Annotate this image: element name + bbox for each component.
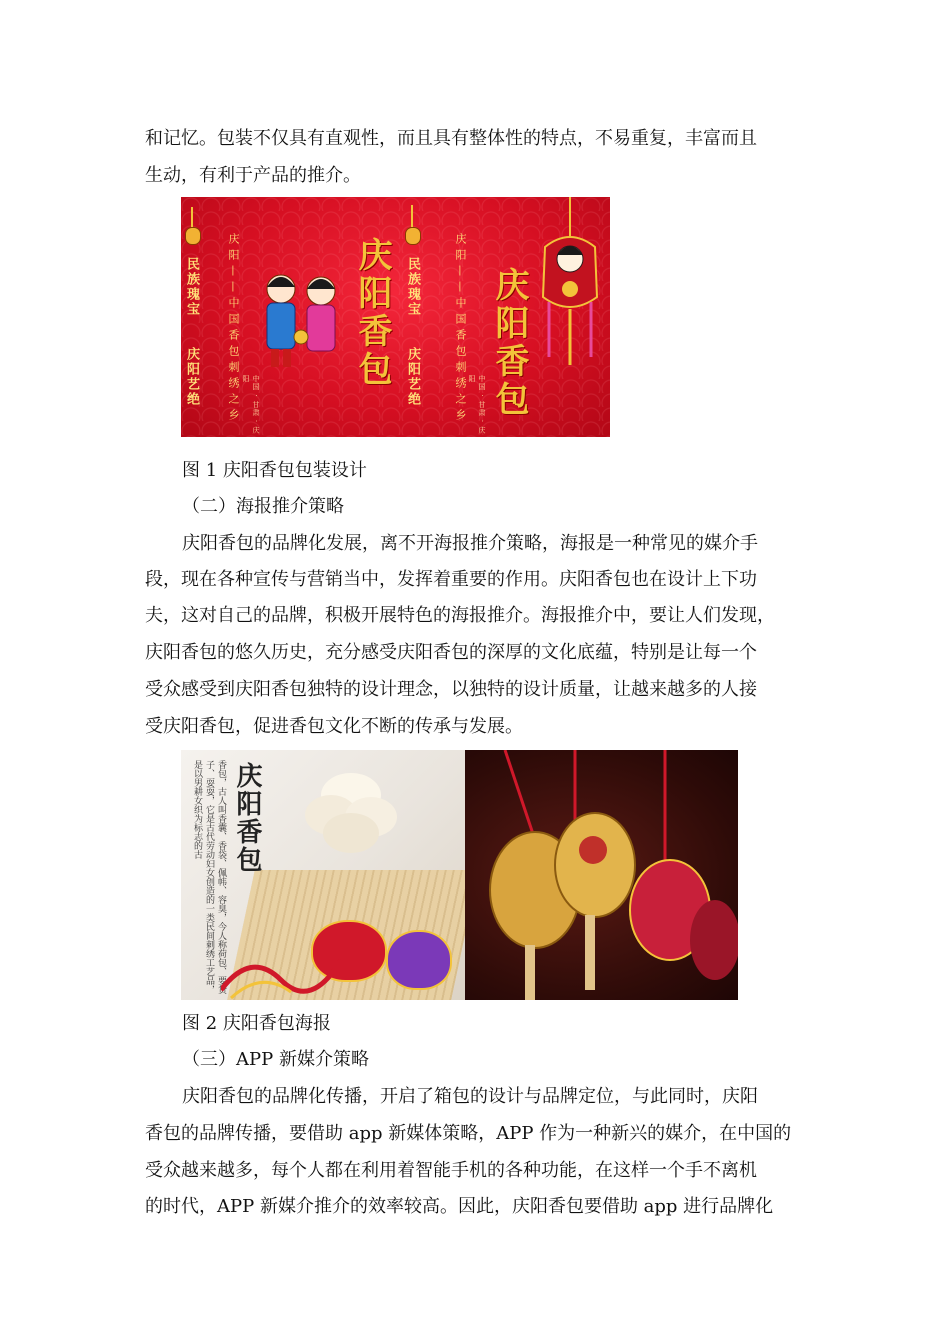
poster-title: 庆阳香包 <box>232 762 262 874</box>
tassel-string <box>411 205 413 227</box>
poster-right-panel <box>465 750 738 1000</box>
figure-1-packaging-image <box>181 197 610 437</box>
paragraph-line: 香包的品牌传播，要借助 app 新媒体策略，APP 作为一种新兴的媒介，在中国的 <box>145 1123 792 1144</box>
paragraph-line: 庆阳香包的品牌化传播，开启了箱包的设计与品牌定位，与此同时，庆阳 <box>182 1086 758 1107</box>
figure-1-caption: 图 1 庆阳香包包装设计 <box>182 460 367 481</box>
title-qingyang-xiangbao-2: 庆阳香包 <box>489 267 529 419</box>
children-figures-illustration <box>253 267 353 377</box>
vertical-slogan-1: 庆阳——中国香包刺绣之乡 <box>227 233 240 425</box>
paragraph-line: 受众越来越多，每个人都在利用着智能手机的各种功能，在这样一个手不离机 <box>145 1160 757 1181</box>
section-2-heading: （二）海报推介策略 <box>182 496 344 517</box>
side-text-left-1: 民族瑰宝 <box>184 257 199 317</box>
paragraph-line: 段，现在各种宣传与营销当中，发挥着重要的作用。庆阳香包也在设计上下功 <box>145 569 757 590</box>
vertical-slogan-2: 庆阳——中国香包刺绣之乡 <box>454 233 467 425</box>
white-flower-illustration <box>291 755 411 865</box>
side-text-mid-2: 庆阳艺绝 <box>405 347 420 407</box>
red-cord-knot <box>221 940 341 1000</box>
title-qingyang-xiangbao-1: 庆阳香包 <box>352 237 392 389</box>
paragraph-line: 和记忆。包装不仅具有直观性，而且具有整体性的特点，不易重复，丰富而且 <box>145 128 757 149</box>
hanging-sachet-illustration <box>535 197 605 367</box>
vertical-location-2: 中国 · 甘肃 · 庆阳 <box>468 375 486 435</box>
lantern-icon <box>405 227 421 245</box>
figure-2-poster-image <box>181 750 738 1000</box>
paragraph-line: 受庆阳香包，促进香包文化不断的传承与发展。 <box>145 716 523 737</box>
golden-sachets-illustration <box>465 750 738 1000</box>
section-3-heading: （三）APP 新媒介策略 <box>182 1049 369 1070</box>
paragraph-line: 夫，这对自己的品牌，积极开展特色的海报推介。海报推介中，要让人们发现， <box>145 605 775 626</box>
lantern-icon <box>185 227 201 245</box>
side-text-mid-1: 民族瑰宝 <box>405 257 420 317</box>
paragraph-line: 的时代，APP 新媒介推介的效率较高。因此，庆阳香包要借助 app 进行品牌化 <box>145 1196 774 1217</box>
paragraph-line: 庆阳香包的品牌化发展，离不开海报推介策略，海报是一种常见的媒介手 <box>182 533 758 554</box>
figure-2-caption: 图 2 庆阳香包海报 <box>182 1013 331 1034</box>
paragraph-line: 庆阳香包的悠久历史，充分感受庆阳香包的深厚的文化底蕴，特别是让每一个 <box>145 642 757 663</box>
paragraph-line: 受众感受到庆阳香包独特的设计理念，以独特的设计质量，让越来越多的人接 <box>145 679 757 700</box>
poster-description: 香包，古人叫香囊、香袋、佩帏、容臭，今人称荷包、要货子、耍耍，它是古代劳动妇女创造的一类民间刺绣工艺品，是以男耕女织为标志的古 <box>192 760 226 994</box>
side-text-left-2: 庆阳艺绝 <box>184 347 199 407</box>
vertical-location-1: 中国 · 甘肃 · 庆阳 <box>242 375 260 435</box>
poster-left-panel <box>181 750 465 1000</box>
tassel-string <box>191 207 193 227</box>
purple-sachet-icon <box>386 930 452 990</box>
paragraph-line: 生动，有利于产品的推介。 <box>145 165 361 186</box>
